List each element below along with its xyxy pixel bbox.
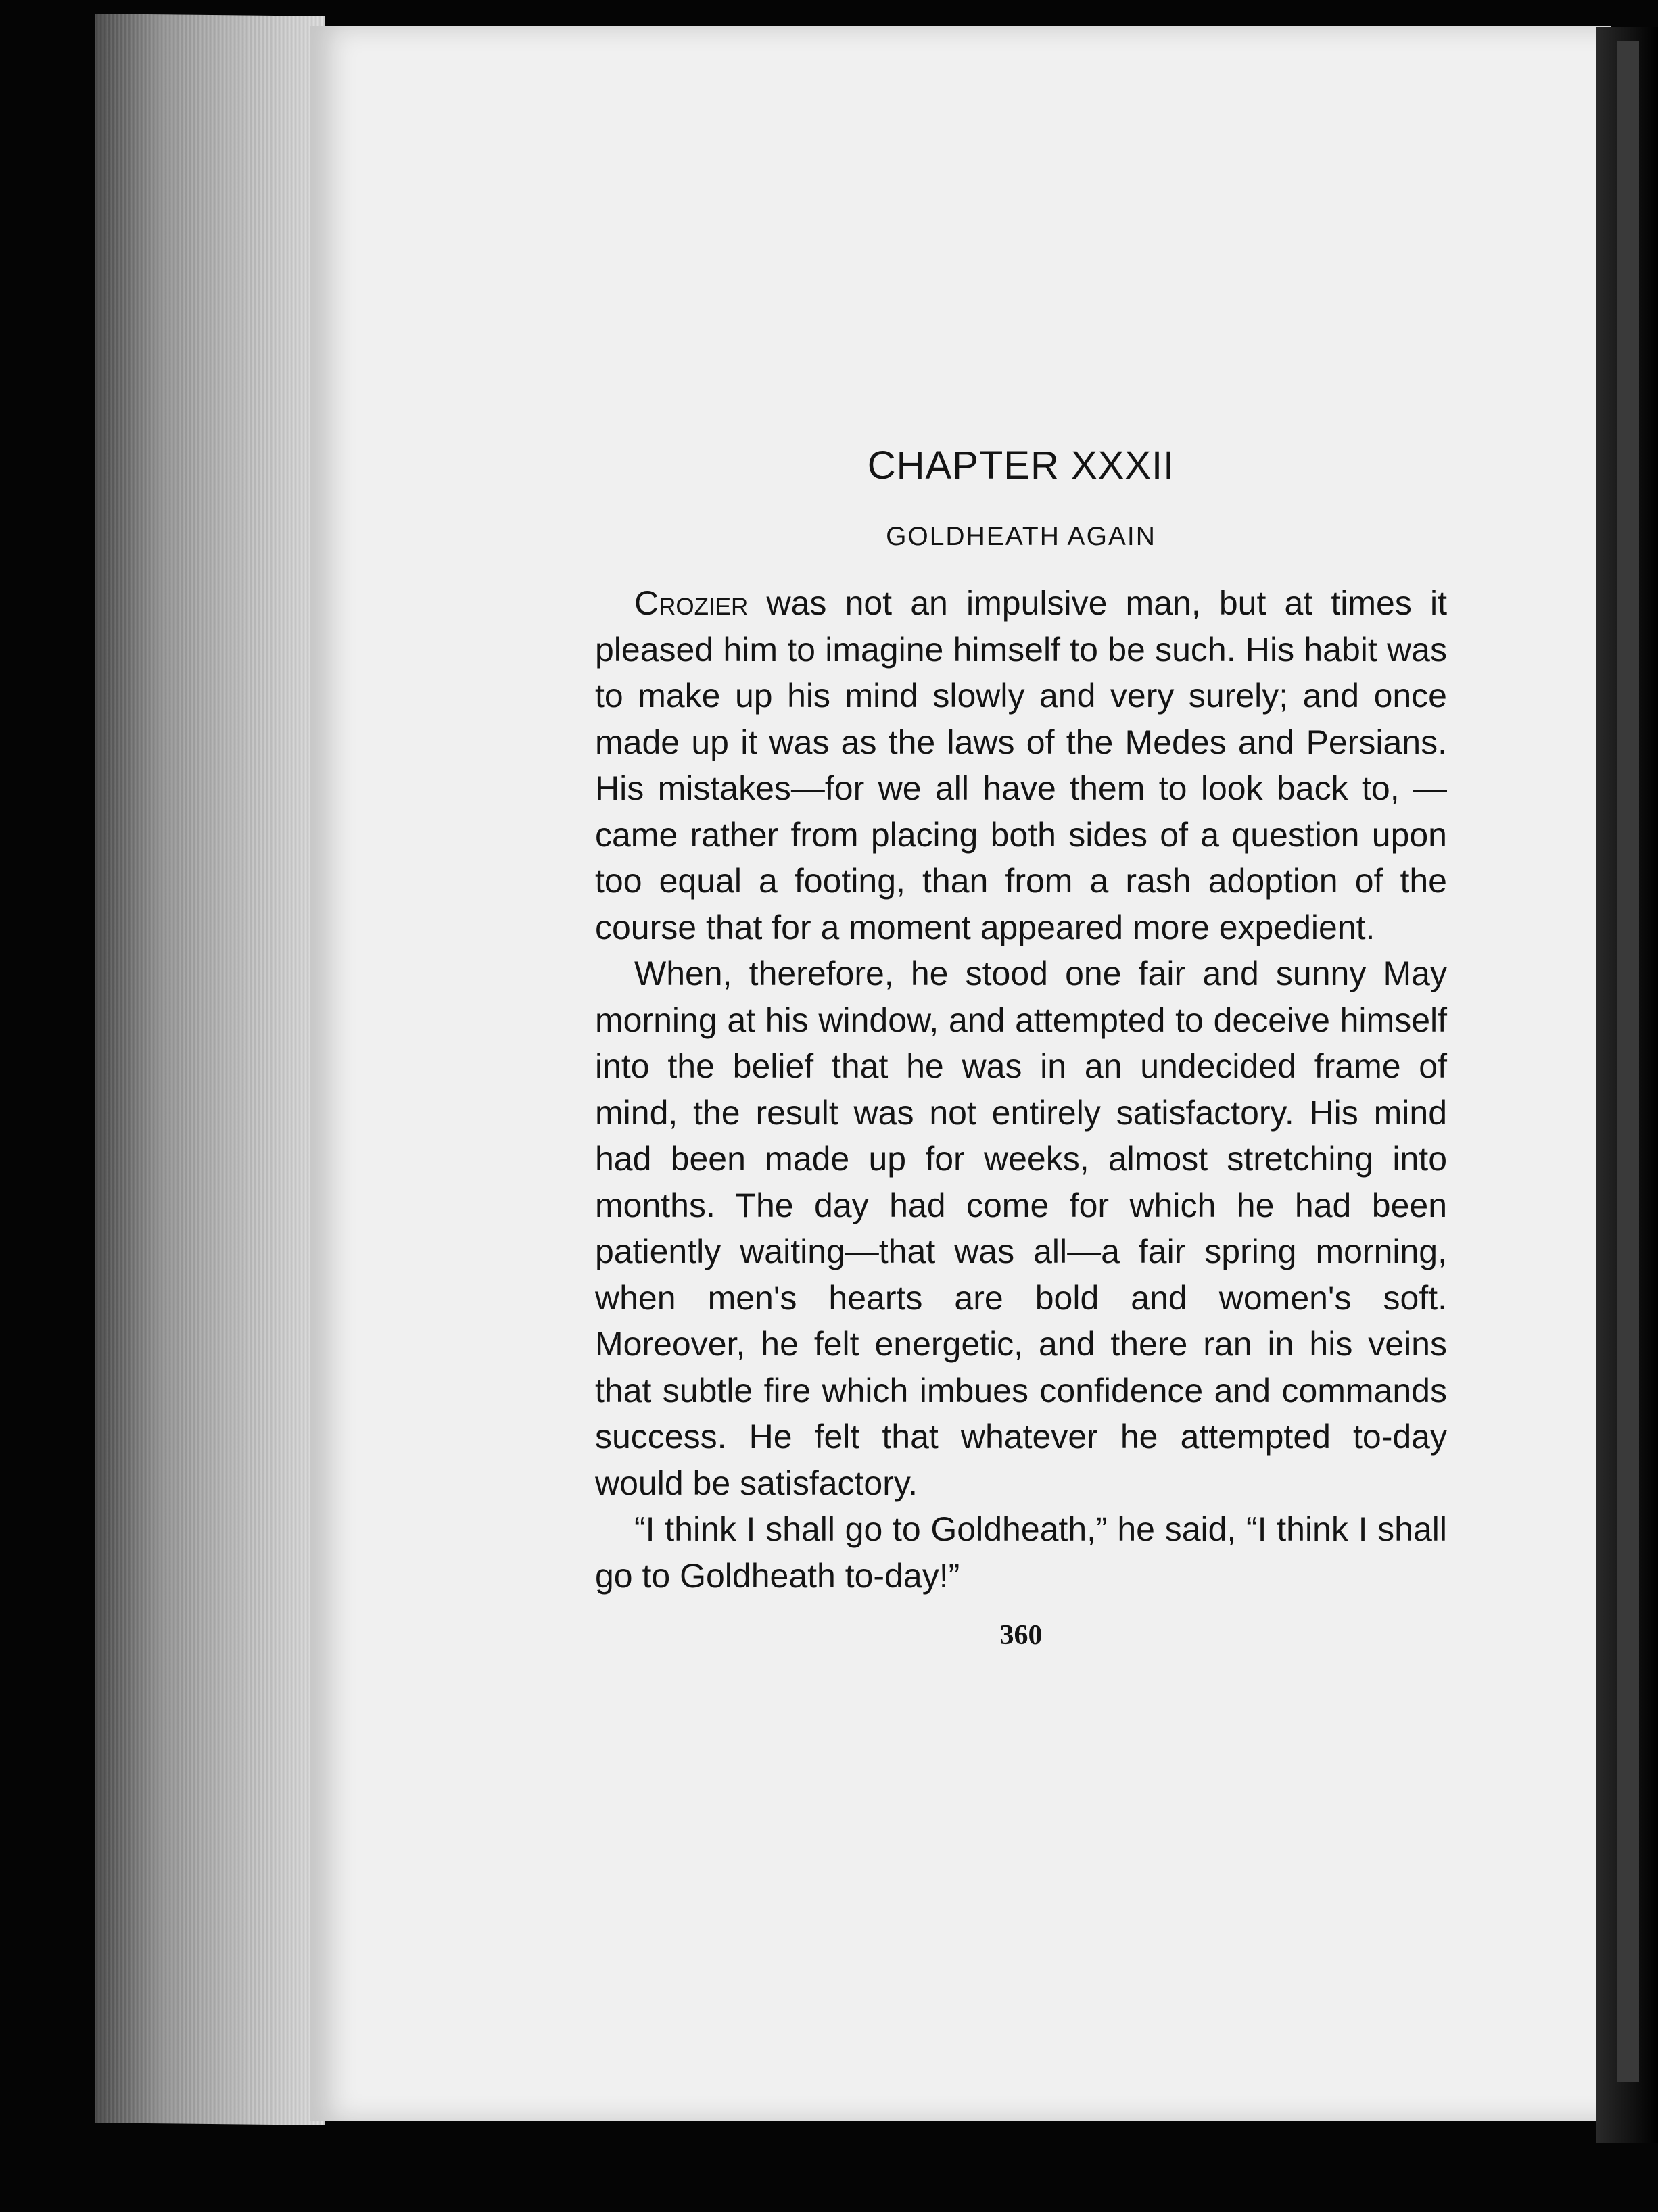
facing-page-edge xyxy=(1617,41,1639,2082)
chapter-subtitle: GOLDHEATH AGAIN xyxy=(886,522,1156,551)
book-page-edges xyxy=(95,14,325,2125)
paragraph-2: When, therefore, he stood one fair and sunny May morning at his window, and attempted to deceive himself into the belief that he was in an undecided frame of mind, the result was not entirely satisfactory. His mind had been made up for weeks, almost stretching into months. The day had come for which he had been patiently waiting—that was all—a fair spring morning, when men's hearts are bold and women's soft. Moreover, he felt energetic, and there ran in his veins that subtle fire which imbues confidence and commands success. He felt that whatever he attempted to-day would be satisfactory. xyxy=(595,955,1447,1502)
paragraph-1-text: was not an impulsive man, but at times it pleased him to imagine himself to be such. His habit was to make up his mind slowly and very surely; and once made up it was as the laws of the Medes and Persians. His mistakes—for we all have them to look back to, —came rather from placing both sides of a question upon too equal a footing, than from a rash adoption of the course that for a moment appeared more expedient. xyxy=(595,584,1447,946)
paragraph-3: “I think I shall go to Goldheath,” he said, “I think I shall go to Goldheath to-day!” xyxy=(595,1510,1447,1595)
page-text xyxy=(595,443,1447,1652)
page-number: 360 xyxy=(999,1620,1043,1651)
paragraph-1 xyxy=(595,580,1447,951)
paragraph-lead-word: Crozier xyxy=(634,584,749,622)
chapter-title: CHAPTER XXXII xyxy=(867,443,1175,487)
